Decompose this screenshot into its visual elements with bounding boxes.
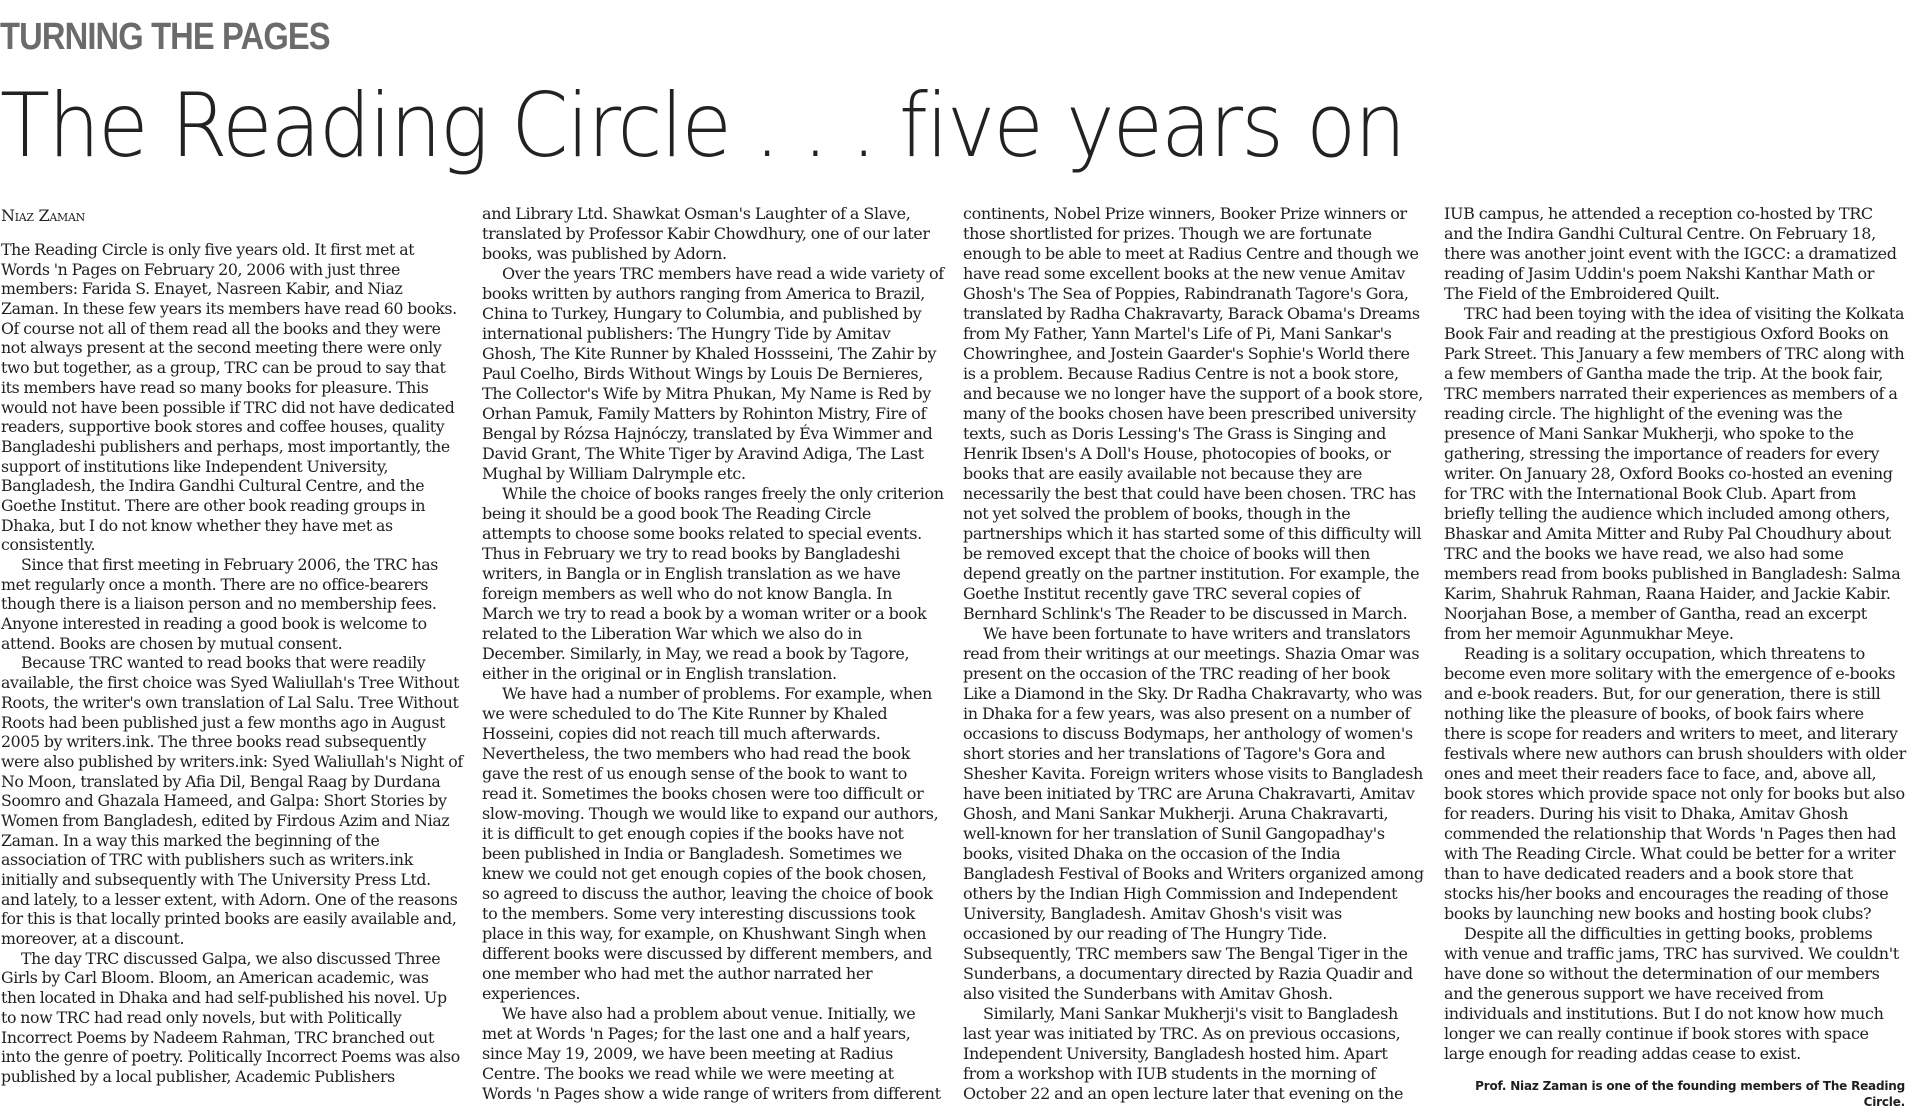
- author-credit: Prof. Niaz Zaman is one of the founding members of The Reading Circle.: [1475, 1079, 1905, 1109]
- paragraph: Reading is a solitary occupation, which threatens to become even more solitary with the emergence of e-books and e-book readers. But, for our generation, there is still nothing like the pleasure of books, of book fairs where there is scope for readers and writers to meet, and literary festivals where new authors can brush shoulders with older ones and meet their readers face to face, and, above all, book stores which provide space not only for books but also for readers. During his visit to Dhaka, Amitav Ghosh commended the relationship that Words 'n Pages then had with The Reading Circle. What could be better for a writer than to have dedicated readers and a book store that stocks his/her books and encourages the reading of those books by launching new books and hosting book clubs?: [1444, 644, 1906, 923]
- article-headline: The Reading Circle . . . five years on: [0, 74, 1405, 177]
- paragraph: Despite all the difficulties in getting books, problems with venue and traffic jams, TRC has survived. We couldn't have done so without the determination of our members and the generous support we have received from individuals and institutions. But I do not know how much longer we can really continue if book stores with space large enough for reading addas cease to exist.: [1444, 924, 1899, 1063]
- article-column-4: [1444, 204, 1906, 1064]
- paragraph: Similarly, Mani Sankar Mukherji's visit to Bangladesh last year was initiated by TRC. As on previous occasions, Independent University, Bangladesh hosted him. Apart from a workshop with IUB students in the morning of October 22 and an open lecture later that evening on the: [963, 1004, 1404, 1103]
- paragraph: We have been fortunate to have writers and translators read from their writings at our meetings. Shazia Omar was present on the occasion of the TRC reading of her book Like a Diamond in the Sky. Dr Radha Chakravarty, who was in Dhaka for a few years, was also present on a number of occasions to discuss Bodymaps, her anthology of women's short stories and her translations of Tagore's Gora and Shesher Kavita. Foreign writers whose visits to Bangladesh have been initiated by TRC are Aruna Chakravarti, Amitav Ghosh, and Mani Sankar Mukherji. Aruna Chakravarti, well-known for her translation of Sunil Gangopadhay's books, visited Dhaka on the occasion of the India Bangladesh Festival of Books and Writers organized among others by the Indian High Commission and Independent University, Bangladesh. Amitav Ghosh's visit was occasioned by our reading of The Hungry Tide. Subsequently, TRC members saw The Bengal Tiger in the Sunderbans, a documentary directed by Razia Quadir and also visited the Sunderbans with Amitav Ghosh.: [963, 624, 1424, 1003]
- paragraph: While the choice of books ranges freely the only criterion being it should be a good book The Reading Circle attempts to choose some books related to special events. Thus in February we try to read books by Bangladeshi writers, in Bangla or in English translation as we have foreign members as well who do not know Bangla. In March we try to read a book by a woman writer or a book related to the Liberation War which we also do in December. Similarly, in May, we read a book by Tagore, either in the original or in English translation.: [482, 484, 944, 683]
- paragraph: IUB campus, he attended a reception co-hosted by TRC and the Indira Gandhi Cultural Centre. On February 18, there was another joint event with the IGCC: a dramatized reading of Jasim Uddin's poem Nakshi Kanthar Math or The Field of the Embroidered Quilt.: [1444, 204, 1897, 303]
- paragraph: continents, Nobel Prize winners, Booker Prize winners or those shortlisted for prizes. Though we are fortunate enough to be able to meet at Radius Centre and though we have read some excellent books at the new venue Amitav Ghosh's The Sea of Poppies, Rabindranath Tagore's Gora, translated by Radha Chakravarty, Barack Obama's Dreams from My Father, Yann Martel's Life of Pi, Mani Sankar's Chowringhee, and Jostein Gaarder's Sophie's World there is a problem. Because Radius Centre is not a book store, and because we no longer have the support of a book store, many of the books chosen have been prescribed university texts, such as Doris Lessing's The Grass is Singing and Henrik Ibsen's A Doll's House, photocopies of books, or books that are easily available not because they are necessarily the best that could have been chosen. TRC has not yet solved the problem of books, though in the partnerships which it has started some of this difficulty will be removed except that the choice of books will then depend greatly on the partner institution. For example, the Goethe Institut recently gave TRC several copies of Bernhard Schlink's The Reader to be discussed in March.: [963, 204, 1423, 623]
- paragraph: Since that first meeting in February 2006, the TRC has met regularly once a month. There are no office-bearers though there is a liaison person and no membership fees. Anyone interested in reading a good book is welcome to attend. Books are chosen by mutual consent.: [1, 555, 438, 653]
- paragraph: Because TRC wanted to read books that were readily available, the first choice was Syed Waliullah's Tree Without Roots, the writer's own translation of Lal Salu. Tree Without Roots had been published just a few months ago in August 2005 by writers.ink. The three books read subsequently were also published by writers.ink: Syed Waliullah's Night of No Moon, translated by Afia Dil, Bengal Raag by Durdana Soomro and Ghazala Hameed, and Galpa: Short Stories by Women from Bangladesh, edited by Firdous Azim and Niaz Zaman. In a way this marked the beginning of the association of TRC with publishers such as writers.ink initially and subsequently with The University Press Ltd. and lately, to a lesser extent, with Adorn. One of the reasons for this is that locally printed books are easily available and, moreover, at a discount.: [1, 653, 463, 949]
- paragraph: and Library Ltd. Shawkat Osman's Laughter of a Slave, translated by Professor Kabir Chowdhury, one of our later books, was published by Adorn.: [482, 204, 930, 263]
- paragraph: The Reading Circle is only five years old. It first met at Words 'n Pages on February 20, 2006 with just three members: Farida S. Enayet, Nasreen Kabir, and Niaz Zaman. In these few years its members have read 60 books. Of course not all of them read all the books and they were not always present at the second meeting there were only two but together, as a group, TRC can be proud to say that its members have read so many books for pleasure. This would not have been possible if TRC did not have dedicated readers, supportive book stores and coffee houses, quality Bangladeshi publishers and perhaps, most importantly, the support of institutions like Independent University, Bangladesh, the Indira Gandhi Cultural Centre, and the Goethe Institut. There are other book reading groups in Dhaka, but I do not know whether they have met as consistently.: [1, 240, 457, 555]
- paragraph: We have also had a problem about venue. Initially, we met at Words 'n Pages; for the last one and a half years, since May 19, 2009, we have been meeting at Radius Centre. The books we read while we were meeting at Words 'n Pages show a wide range of writers from different: [482, 1004, 941, 1103]
- paragraph: TRC had been toying with the idea of visiting the Kolkata Book Fair and reading at the prestigious Oxford Books on Park Street. This January a few members of TRC along with a few members of Gantha made the trip. At the book fair, TRC members narrated their experiences as members of a reading circle. The highlight of the evening was the presence of Mani Sankar Mukherji, who spoke to the gathering, stressing the importance of readers for every writer. On January 28, Oxford Books co-hosted an evening for TRC with the International Book Club. Apart from briefly telling the audience which included among others, Bhaskar and Amita Mitter and Ruby Pal Choudhury about TRC and the books we have read, we also had some members read from books published in Bangladesh: Salma Karim, Shahruk Rahman, Raana Haider, and Jackie Kabir. Noorjahan Bose, a member of Gantha, read an excerpt from her memoir Agunmukhar Meye.: [1444, 304, 1905, 643]
- article-column-1: [1, 240, 463, 1087]
- article-column-2: [482, 204, 944, 1104]
- paragraph: Over the years TRC members have read a wide variety of books written by authors ranging from America to Brazil, China to Turkey, Hungary to Columbia, and published by international publishers: The Hungry Tide by Amitav Ghosh, The Kite Runner by Khaled Hossseini, The Zahir by Paul Coelho, Birds Without Wings by Louis De Bernieres, The Collector's Wife by Mitra Phukan, My Name is Red by Orhan Pamuk, Family Matters by Rohinton Mistry, Fire of Bengal by Rózsa Hajnóczy, translated by Éva Wimmer and David Grant, The White Tiger by Aravind Adiga, The Last Mughal by William Dalrymple etc.: [482, 264, 944, 483]
- paragraph: The day TRC discussed Galpa, we also discussed Three Girls by Carl Bloom. Bloom, an American academic, was then located in Dhaka and had self-published his novel. Up to now TRC had read only novels, but with Politically Incorrect Poems by Nadeem Rahman, TRC branched out into the genre of poetry. Politically Incorrect Poems was also published by a local publisher, Academic Publishers: [1, 948, 460, 1086]
- section-kicker: TURNING THE PAGES: [0, 16, 330, 58]
- byline: Niaz Zaman: [1, 206, 85, 225]
- article-column-3: [963, 204, 1425, 1104]
- paragraph: We have had a number of problems. For example, when we were scheduled to do The Kite Runner by Khaled Hosseini, copies did not reach till much afterwards. Nevertheless, the two members who had read the book gave the rest of us enough sense of the book to want to read it. Sometimes the books chosen were too difficult or slow-moving. Though we would like to expand our authors, it is difficult to get enough copies if the books have not been published in India or Bangladesh. Sometimes we knew we could not get enough copies of the book chosen, so agreed to discuss the author, leaving the choice of book to the members. Some very interesting discussions took place in this way, for example, on Khushwant Singh when different books were discussed by different members, and one member who had met the author narrated her experiences.: [482, 684, 939, 1003]
